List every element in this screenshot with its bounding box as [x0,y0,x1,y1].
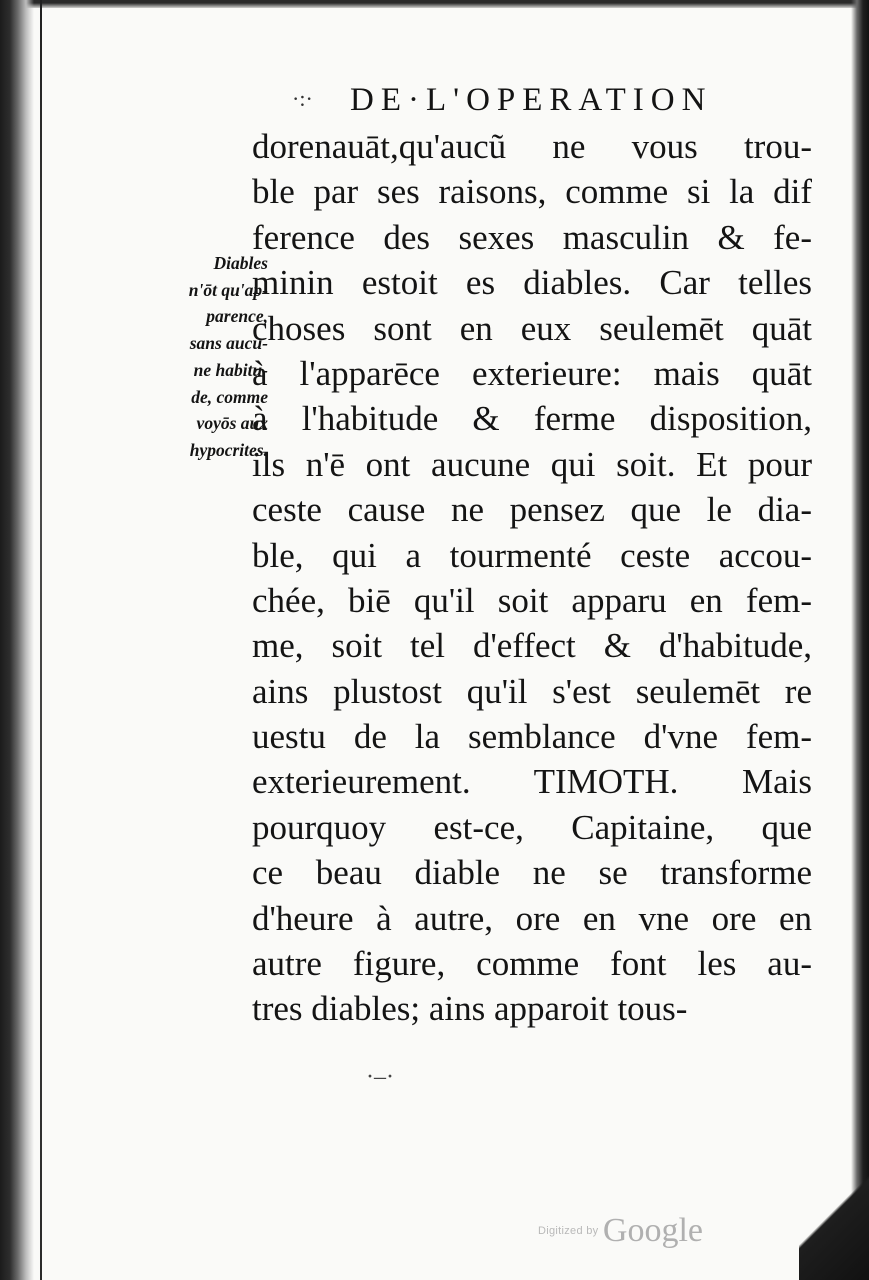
footer-mark: ·–· [366,1064,394,1090]
text-line: tres diables; ains apparoit tous- [252,989,688,1029]
digitized-watermark [538,1212,703,1250]
text-line: minin estoit es diables. Car telles [252,263,812,303]
body-text [252,124,812,1032]
text-line: exterieurement. TIMOTH. Mais [252,762,812,802]
margin-note-line: Diables [213,253,268,273]
text-line: d'heure à autre, ore en vne ore en [252,898,812,938]
margin-note-line: n'ōt qu'ap- [188,279,268,300]
watermark-brand-logo: Google [602,1212,704,1249]
margin-note-line: sans aucu- [189,333,268,354]
text-line: me, soit tel d'effect & d'habitude, [252,626,812,666]
scan-right-corner-shadow [799,1140,869,1280]
text-line: ceste cause ne pensez que le dia- [252,490,812,530]
margin-note-line: voyōs aux [196,413,268,434]
text-line: dorenauāt,qu'aucũ ne vous trou- [252,127,812,166]
text-line: autre figure, comme font les au- [252,944,812,984]
scan-top-edge [0,0,869,8]
margin-note-line: de, comme [191,386,268,407]
header-ornament: ·:· [292,86,313,111]
text-line: choses sont en eux seulemēt quāt [252,308,812,348]
scan-left-gutter [0,0,34,1280]
watermark-prefix: Digitized by [538,1225,599,1237]
scan-left-fold-line [40,0,42,1280]
margin-note-line: hypocrites. [189,439,268,460]
text-line: à l'apparēce exterieure: mais quāt [252,353,812,393]
text-line: à l'habitude & ferme disposition, [252,399,812,439]
margin-note-line: ne habitu- [193,359,268,380]
text-line: chée, biē qu'il soit apparu en fem- [252,580,812,620]
text-line: uestu de la semblance d'vne fem- [252,717,812,757]
margin-note-line: parence, [206,306,268,327]
text-line: ce beau diable ne se transforme [252,853,812,893]
text-line: ble par ses raisons, comme si la dif [252,172,812,212]
text-line: pourquoy est-ce, Capitaine, que [252,807,812,847]
text-line: ble, qui a tourmenté ceste accou- [252,535,812,575]
scan-right-edge [851,0,869,1280]
running-title: DE·L'OPERATION [350,82,713,118]
text-line: ains plustost qu'il s'est seulemēt re [252,671,812,711]
text-line: ils n'ē ont aucune qui soit. Et pour [252,444,812,484]
text-line: ference des sexes masculin & fe- [252,217,812,257]
margin-note [140,250,268,464]
